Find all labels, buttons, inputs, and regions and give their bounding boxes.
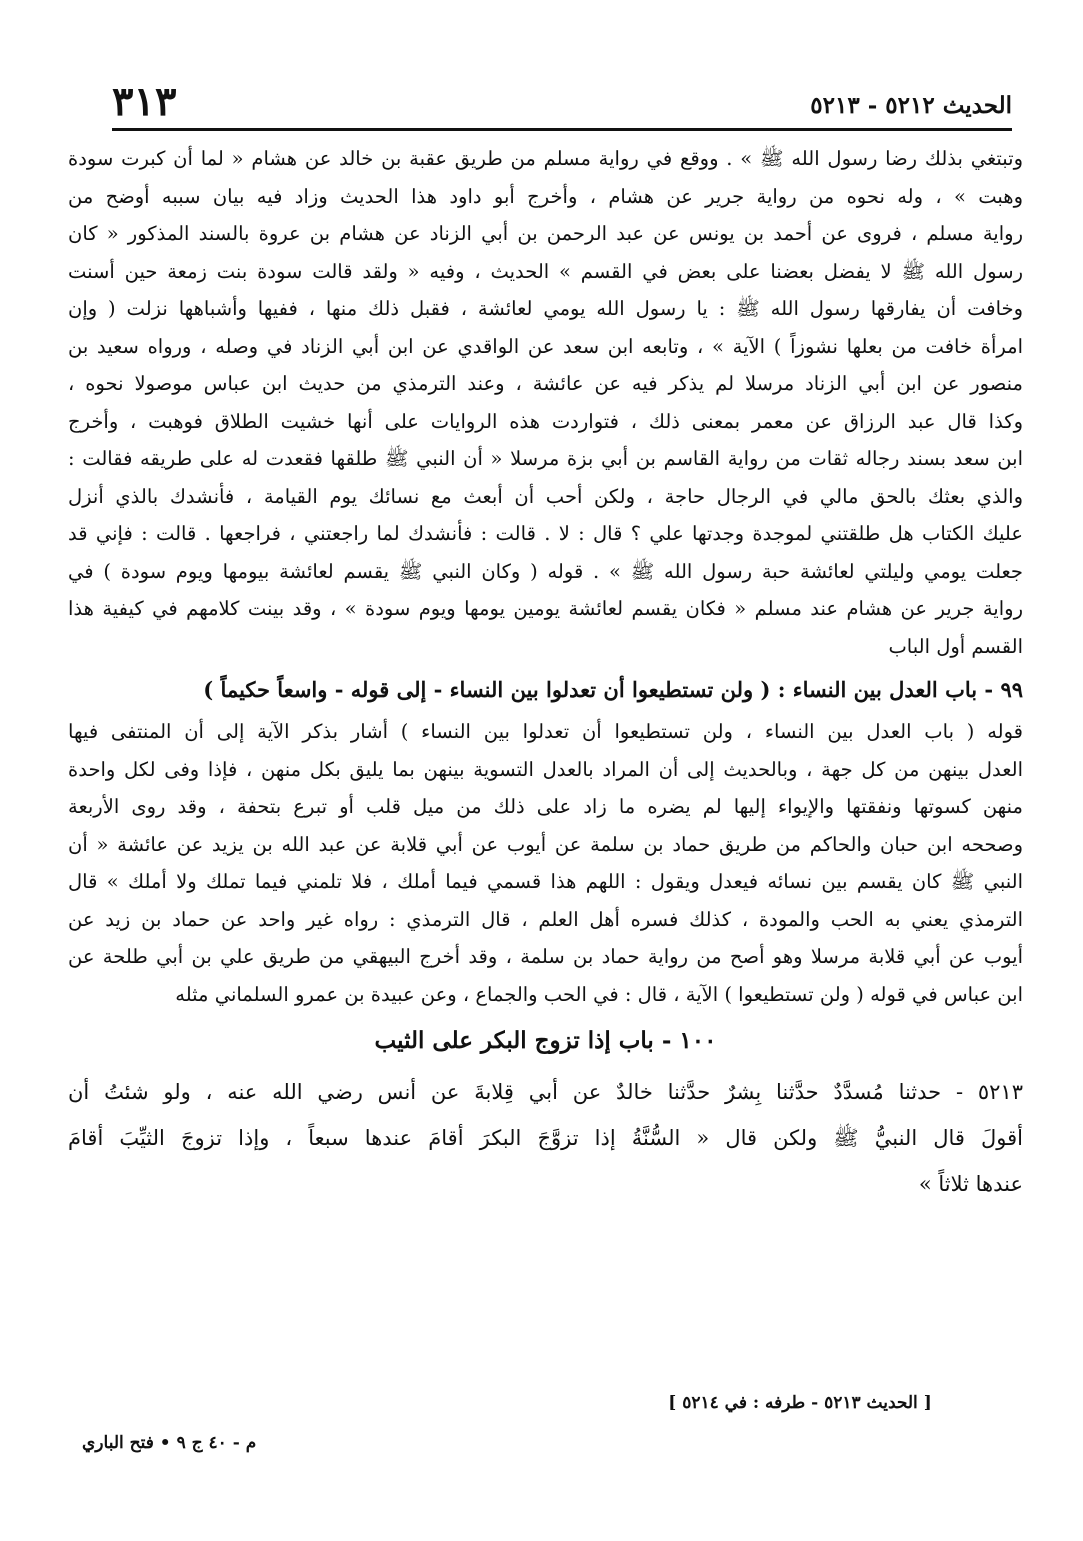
text-line: العدل بينهن من كل جهة ، وبالحديث إلى أن المراد بالعدل التسوية بينهن بما يليق بكل منهن ، فإذا وفى لكل واحدة (68, 757, 1023, 781)
text-line: وخافت أن يفارقها رسول الله ﷺ : يا رسول الله يومي لعائشة ، فقبل ذلك منها ، ففيها وأشباهها نزلت ( وإن (68, 297, 1023, 320)
text-line: منهن كسوتها ونفقتها والإيواء إليها لم يضره ما زاد على ذلك من ميل قلب أو تبرع بتحفة ، وقد روى الأربعة (68, 795, 1023, 818)
text-line: ابن سعد بسند رجاله ثقات من رواية القاسم بن أبي بزة مرسلا « أن النبي ﷺ طلقها فقعدت له على طريقه فقالت : (68, 447, 1023, 470)
page-body (68, 140, 1023, 1207)
text-line: رواية مسلم ، فروى عن أحمد بن يونس عن عبد الرحمن بن أبي الزناد عن هشام بن عروة بالسند المذكور « كان (68, 222, 1023, 245)
text-line: أيوب عن أبي قلابة مرسلا وهو أصح من رواية حماد بن سلمة ، وقد أخرج البيهقي من طريق علي بن أبي طلحة عن (68, 945, 1023, 968)
text-line: امرأة خافت من بعلها نشوزاً ) الآية » ، وتابعه ابن سعد عن الواقدي عن ابن أبي الزناد في وصله ، ورواه سعيد بن (68, 334, 1023, 358)
text-line: عليك الكتاب هل طلقتني لموجدة وجدتها علي ؟ قال : لا . قالت : فأنشدك لما راجعتني ، فراجعها . قالت : فإني قد (68, 522, 1023, 545)
text-line: القسم أول الباب (888, 634, 1023, 658)
hadith-line: عندها ثلاثاً » (918, 1172, 1023, 1196)
cross-reference-footnote: [ الحديث ٥٢١٣ - طرفه : في ٥٢١٤ ] (668, 1393, 932, 1413)
text-line: الترمذي يعني به الحب والمودة ، كذلك فسره أهل العلم ، قال الترمذي : رواه غير واحد عن حماد بن زيد عن (68, 907, 1023, 931)
page-number: ٣١٣ (112, 78, 177, 125)
header-rule (112, 128, 1012, 131)
page-header (112, 78, 1012, 130)
hadith-text (68, 1069, 1023, 1207)
text-line: وصححه ابن حبان والحاكم من طريق حماد بن سلمة عن أيوب عن أبي قلابة عن عبد الله بن يزيد عن عائشة « أن (68, 832, 1023, 856)
commentary-paragraph (68, 713, 1023, 1013)
text-line: وكذا قال عبد الرزاق عن معمر بمعنى ذلك ، فتواردت هذه الروايات على أنها خشيت الطلاق فوهبت ، وأخرج (68, 409, 1023, 433)
text-line: النبي ﷺ كان يقسم بين نسائه فيعدل ويقول : اللهم هذا قسمي فيما أملك ، فلا تلمني فيما تملك ولا أملك » قال (68, 870, 1023, 893)
text-line: ابن عباس في قوله ( ولن تستطيعوا ) الآية ، قال : في الحب والجماع ، وعن عبيدة بن عمرو السلماني مثله (175, 982, 1023, 1006)
chapter-heading-100: ١٠٠ - باب إذا تزوج البكر على الثيب (374, 1027, 717, 1054)
chapter-heading-99: ٩٩ - باب العدل بين النساء : ( ولن تستطيعوا أن تعدلوا بين النساء - إلى قوله - واسعاً حكيماً ) (203, 677, 1023, 702)
text-line: قوله ( باب العدل بين النساء ، ولن تستطيعوا أن تعدلوا بين النساء ) أشار بذكر الآية إلى أن المنتفى فيها (68, 720, 1023, 743)
text-line: وهبت » ، وله نحوه من رواية جرير عن هشام ، وأخرج أبو داود هذا الحديث وزاد فيه بيان سببه أوضح من (68, 184, 1023, 208)
commentary-paragraph (68, 140, 1023, 665)
text-line: جعلت يومي وليلتي لعائشة حبة رسول الله ﷺ » . قوله ( وكان النبي ﷺ يقسم لعائشة بيومها ويوم سودة ) في (68, 559, 1023, 583)
text-line: رسول الله ﷺ لا يفضل بعضنا على بعض في القسم » الحديث ، وفيه « ولقد قالت سودة بنت زمعة حين أسنت (68, 259, 1023, 283)
volume-signature: م - ٤٠ ج ٩ • فتح الباري (82, 1433, 257, 1453)
hadith-line: أقولَ قال النبيُّ ﷺ ولكن قال « السُّنَّةُ إذا تزوَّجَ البكرَ أقامَ عندها سبعاً ، وإذا تزوجَ الثيِّبَ أقامَ (68, 1126, 1023, 1150)
text-line: منصور عن ابن أبي الزناد مرسلا لم يذكر فيه عن عائشة ، وعند الترمذي من حديث ابن عباس موصولا نحوه ، (68, 372, 1023, 395)
text-line: والذي بعثك بالحق مالي في الرجال حاجة ، ولكن أحب أن أبعث مع نسائك يوم القيامة ، فأنشدك بالذي أنزل (68, 484, 1023, 508)
hadith-range-ref: الحديث ٥٢١٢ - ٥٢١٣ (810, 92, 1012, 119)
text-line: رواية جرير عن هشام عند مسلم « فكان يقسم لعائشة يومين يومها ويوم سودة » ، وقد بينت كلامهم في كيفية هذا (68, 597, 1023, 620)
text-line: وتبتغي بذلك رضا رسول الله ﷺ » . ووقع في رواية مسلم من طريق عقبة بن خالد عن هشام « لما أن كبرت سودة (68, 147, 1023, 170)
hadith-line: ٥٢١٣ - حدثنا مُسدَّدٌ حدَّثنا بِشرٌ حدَّثنا خالدٌ عن أبي قِلابةَ عن أنس رضي الله عنه ، ولو شئتُ أن (68, 1080, 1023, 1104)
